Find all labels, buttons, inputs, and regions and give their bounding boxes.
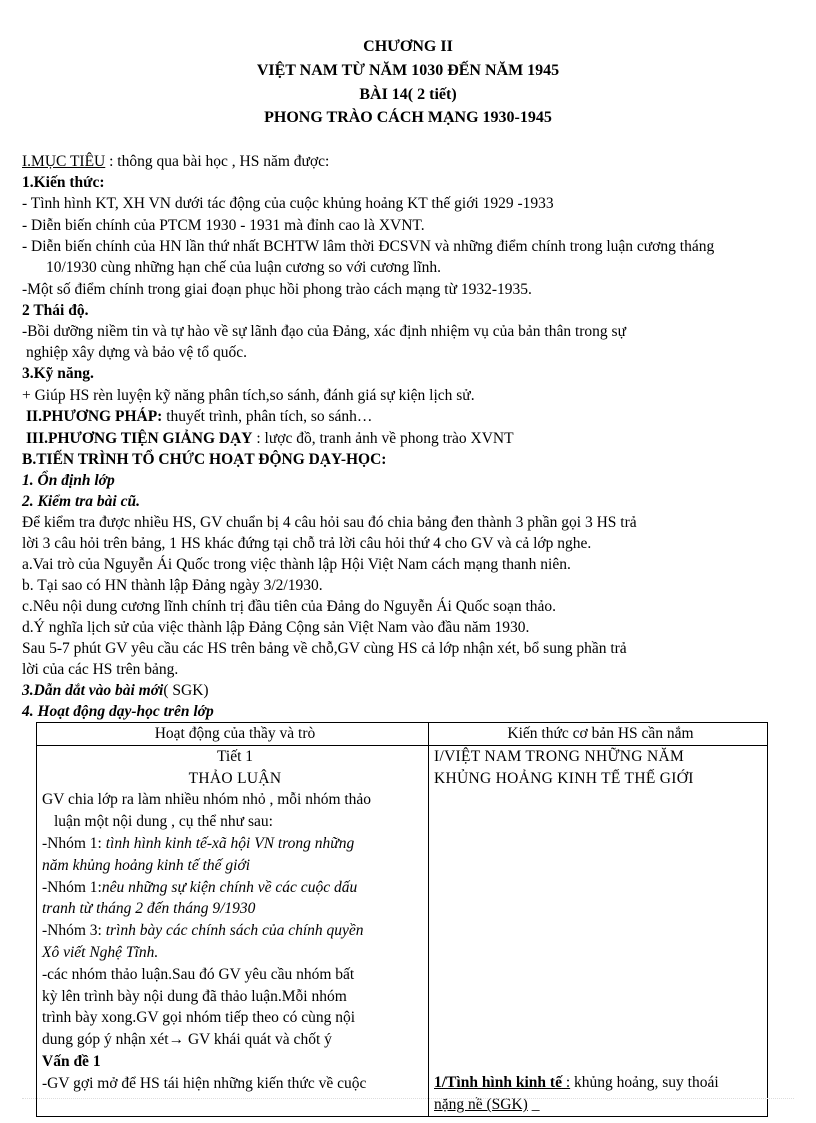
materials-label: III.PHƯƠNG TIỆN GIẢNG DẠY (26, 430, 253, 447)
question-b: b. Tại sao có HN thành lập Đảng ngày 3/2/1930. (22, 577, 323, 594)
after-text: dung góp ý nhận xét (42, 1031, 169, 1049)
step-2-text: Sau 5-7 phút GV yêu cầu các HS trên bảng về chỗ,GV cùng HS cả lớp nhận xét, bổ sung phần trả (22, 640, 627, 657)
after-text-final (42, 1029, 428, 1051)
question-a: a.Vai trò của Nguyễn Ái Quốc trong việc thành lập Hội Việt Nam cách mạng thanh niên. (22, 556, 571, 573)
question-c: c.Nêu nội dung cương lĩnh chính trị đầu tiên của Đảng do Nguyễn Ái Quốc soạn thảo. (22, 598, 557, 615)
group-1-text: tình hình kinh tế-xã hội VN trong những (105, 834, 355, 852)
group-1-label: -Nhóm 1: (42, 834, 106, 852)
step-2-text: Để kiểm tra được nhiều HS, GV chuẩn bị 4 câu hỏi sau đó chia bảng đen thành 3 phần gọi 3 HS trả (22, 514, 637, 531)
knowledge-item: - Tình hình KT, XH VN dưới tác động của cuộc khủng hoảng KT thế giới 1929 -1933 (22, 195, 554, 212)
section-heading: I/VIỆT NAM TRONG NHỮNG NĂM (434, 747, 685, 765)
process-heading: B.TIẾN TRÌNH TỔ CHỨC HOẠT ĐỘNG DẠY-HỌC: (22, 451, 387, 468)
table-header-row (37, 723, 768, 746)
step-2: 2. Kiểm tra bài cũ. (22, 493, 140, 510)
objectives-heading: I.MỤC TIÊU (22, 153, 106, 170)
group-3-text: trình bày các chính sách của chính quyền (105, 922, 364, 940)
after-text: trình bày xong.GV gọi nhóm tiếp theo có cùng nội (42, 1009, 356, 1027)
chapter-title: CHƯƠNG II (363, 38, 453, 55)
question-d: d.Ý nghĩa lịch sử của việc thành lập Đảng Cộng sản Việt Nam vào đầu năm 1930. (22, 619, 530, 636)
step-2-text: lời của các HS trên bảng. (22, 661, 179, 678)
step-1: 1. Ổn định lớp (22, 472, 115, 489)
skills-heading: 3.Kỹ năng. (22, 365, 94, 382)
method-line (26, 406, 372, 427)
attitude-item: nghiệp xây dựng và bảo vệ tổ quốc. (26, 344, 248, 361)
group-2-text: nêu những sự kiện chính về các cuộc dấu (101, 878, 358, 896)
group-3-text: Xô viết Nghệ Tĩnh. (42, 943, 159, 961)
after-text: -các nhóm thảo luận.Sau đó GV yêu cầu nhóm bất (42, 965, 355, 983)
topic-title: PHONG TRÀO CÁCH MẠNG 1930-1945 (264, 109, 552, 126)
intro-text: GV chia lớp ra làm nhiều nhóm nhỏ , mỗi nhóm thảo (42, 791, 372, 809)
skills-item: + Giúp HS rèn luyện kỹ năng phân tích,so sánh, đánh giá sự kiện lịch sử. (22, 387, 475, 404)
knowledge-cell (429, 745, 768, 1116)
issue-text: -GV gợi mở để HS tái hiện những kiến thức về cuộc (42, 1074, 367, 1092)
materials-text: : lược đồ, tranh ảnh về phong trào XVNT (252, 430, 514, 447)
col-header-right: Kiến thức cơ bản HS cần nắm (429, 723, 768, 746)
teacher-activity-cell (37, 745, 429, 1116)
discussion-label: THẢO LUẬN (188, 769, 282, 787)
knowledge-heading: 1.Kiến thức: (22, 174, 105, 191)
step-4: 4. Hoạt động dạy-học trên lớp (22, 703, 214, 720)
section-heading: KHỦNG HOẢNG KINH TẾ THẾ GIỚI (434, 769, 694, 787)
knowledge-item: 10/1930 cùng những hạn chế của luận cương so với cương lĩnh. (46, 259, 442, 276)
knowledge-item: - Diễn biến chính của PTCM 1930 - 1931 mà đỉnh cao là XVNT. (22, 217, 425, 234)
knowledge-item: -Một số điểm chính trong giai đoạn phục hồi phong trào cách mạng từ 1932-1935. (22, 281, 532, 298)
subsection-label: 1/Tình hình kinh tế (434, 1074, 562, 1092)
table-row (37, 745, 768, 1116)
step-3-line (22, 680, 209, 701)
objectives-line (22, 151, 329, 172)
step-2-text: lời 3 câu hỏi trên bảng, 1 HS khác đứng tại chỗ trả lời câu hỏi thứ 4 cho GV và cả lớp nghe. (22, 535, 592, 552)
issue-heading: Vấn đề 1 (42, 1052, 101, 1070)
period-title: VIỆT NAM TỪ NĂM 1030 ĐẾN NĂM 1945 (256, 62, 560, 79)
group-3-label: -Nhóm 3: (42, 922, 106, 940)
objectives-heading-rest: : thông qua bài học , HS năm được: (105, 153, 330, 170)
group-2 (42, 877, 428, 899)
page-edge-divider (22, 1098, 794, 1099)
step-3: 3.Dẫn dắt vào bài mới (22, 682, 164, 699)
materials-line (26, 428, 514, 449)
group-2-label: -Nhóm 1: (42, 878, 102, 896)
method-text: thuyết trình, phân tích, so sánh… (162, 408, 373, 425)
after-text: kỳ lên trình bày nội dung đã thảo luận.Mỗi nhóm (42, 987, 347, 1005)
after-text: GV khái quát và chốt ý (184, 1031, 332, 1049)
spacer (434, 789, 767, 1072)
lesson-title: BÀI 14( 2 tiết) (359, 86, 457, 103)
group-1 (42, 833, 428, 855)
activity-table (36, 722, 768, 1117)
period-label: Tiết 1 (216, 747, 254, 765)
attitude-heading: 2 Thái độ. (22, 302, 89, 319)
subsection-text: khủng hoảng, suy thoái (570, 1074, 719, 1092)
knowledge-item: - Diễn biến chính của HN lần thứ nhất BCHTW lâm thời ĐCSVN và những điểm chính trong luận cương tháng (22, 238, 715, 255)
intro-text: luận một nội dung , cụ thể như sau: (54, 813, 273, 831)
group-2-text: tranh từ tháng 2 đến tháng 9/1930 (42, 900, 256, 918)
group-1-text: năm khủng hoảng kinh tế thế giới (42, 856, 251, 874)
attitude-item: -Bồi dưỡng niềm tin và tự hào về sự lãnh đạo của Đảng, xác định nhiệm vụ của bản thân trong sự (22, 323, 626, 340)
subsection-tail: _ (527, 1096, 540, 1114)
arrow-icon: → (168, 1031, 185, 1049)
group-3 (42, 920, 428, 942)
method-label: II.PHƯƠNG PHÁP: (26, 408, 163, 425)
subsection-colon: : (561, 1074, 571, 1092)
subsection-line (434, 1072, 767, 1094)
subsection-text: nặng nề (SGK) (434, 1096, 528, 1114)
step-3-rest: ( SGK) (163, 682, 209, 699)
col-header-left: Hoạt động của thầy và trò (37, 723, 429, 746)
